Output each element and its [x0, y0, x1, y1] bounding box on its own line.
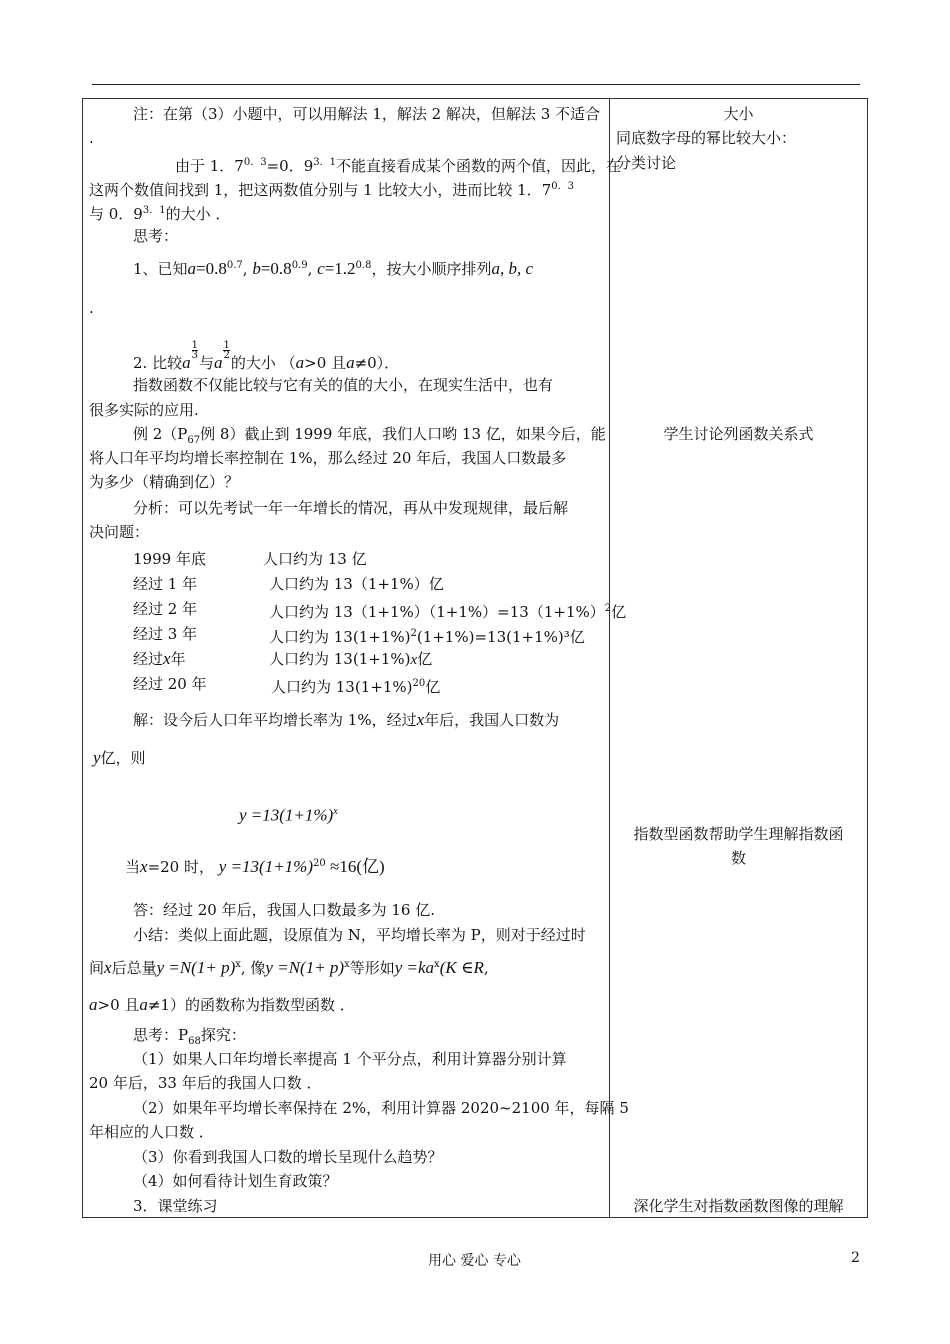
side-note-cases: 分类讨论: [616, 154, 677, 172]
question-1-end: .: [89, 299, 94, 317]
summary-line-1: 小结：类似上面此题，设原值为 N，平均增长率为 P，则对于经过时: [133, 926, 586, 944]
explore-item-2-line-2: 年相应的人口数 ．: [89, 1123, 214, 1141]
row-year: 经过 1 年: [133, 575, 198, 593]
lesson-table: [82, 98, 868, 1218]
application-line-1: 指数函数不仅能比较与它有关的值的大小，在现实生活中，也有: [133, 376, 554, 394]
row-year: 经过 20 年: [133, 675, 207, 693]
row-value: 人口约为 $13(1+1\%)(1+1\%)=13(1+1\%)^2$亿: [269, 603, 627, 621]
page-number: 2: [851, 1250, 860, 1266]
question-1: 1、已知$a=0.8^{0.7}$, $b=0.8^{0.9}$, $c=1.2^{0.8}$，按大小顺序排列a, b, c: [133, 259, 533, 278]
row-value: 人口约为 13 亿: [263, 550, 367, 568]
reason-line-1: 由于 1．$7^{0.3}=0$．$9^{3.1}$不能直接看成某个函数的两个值，因此，在: [175, 157, 621, 175]
application-line-2: 很多实际的应用.: [89, 401, 199, 419]
row-year: 1999 年底: [133, 550, 206, 568]
main-column: [83, 99, 629, 1217]
side-note-compare: 同底数字母的幂比较大小：: [616, 129, 797, 147]
question-2: 2. 比较a $\frac{1}{3}$ 与a $\frac{1}{2}$ 的大小 （a>0 且a≠0）．: [133, 340, 400, 372]
side-note-discuss: 学生讨论列函数关系式: [663, 425, 814, 443]
side-column: [610, 99, 867, 1217]
side-note-graph: 深化学生对指数函数图像的理解: [633, 1197, 844, 1215]
note-line-2: .: [89, 129, 94, 147]
when-line: 当x=20 时， $y =13(1+1\%)^{20} \approx 16$(亿): [125, 857, 385, 876]
explore-label: 思考：$P_{68}$探究：: [133, 1026, 246, 1047]
explore-item-1-line-2: 20 年后，33 年后的我国人口数 ．: [89, 1074, 322, 1092]
header-rule: [92, 84, 860, 85]
example-2-line-3: 为多少（精确到亿）？: [89, 473, 240, 491]
explore-item-4: （4）如何看待计划生育政策？: [133, 1172, 338, 1190]
row-value: 人口约为 13（1+1%）亿: [269, 575, 444, 593]
row-year: 经过x年: [133, 649, 186, 668]
formula-main: $y =13(1+1\%)^x$: [239, 805, 338, 825]
note-line-1: 注：在第（3）小题中，可以用解法 1，解法 2 解决，但解法 3 不适合: [133, 105, 601, 123]
explore-item-2-line-1: （2）如果年平均增长率保持在 2%，利用计算器 2020~2100 年，每隔 5: [133, 1099, 629, 1117]
answer-line: 答：经过 20 年后，我国人口数最多为 16 亿.: [133, 901, 436, 919]
example-2-line-1: 例 $2(P_{67}$例 8）截止到 1999 年底，我们人口哟 13 亿，如果今后，能: [133, 425, 606, 446]
row-value: 人口约为 $13(1+1\%)^2(1+1\%)=13(1+1\%)^3$亿: [269, 628, 585, 646]
row-year: 经过 3 年: [133, 625, 198, 643]
think-label: 思考：: [133, 227, 179, 245]
reason-line-3: 与 0．$9^{3.1}$的大小 ．: [89, 205, 231, 223]
example-2-line-2: 将人口年平均均增长率控制在 1%，那么经过 20 年后，我国人口数最多: [89, 449, 567, 467]
solution-line-1: 解：设今后人口年平均增长率为 1%，经过x年后，我国人口数为: [133, 710, 560, 729]
footer-slogan: 用心 爱心 专心: [428, 1253, 521, 1269]
row-value: 人口约为 13(1+1%)x亿: [269, 650, 433, 668]
solution-line-2: y亿，则: [93, 748, 146, 767]
side-note-exp-type-1: 指数型函数帮助学生理解指数函: [633, 825, 844, 843]
reason-line-2: 这两个数值间找到 1，把这两数值分别与 1 比较大小，进而比较 1．$7^{0.3}$: [89, 181, 574, 199]
summary-line-2: 间x后总量$y =N(1+ p)^x$, 像$y =N(1+ p)^x$等形如$y =ka^x(K$ ∈R,: [89, 958, 489, 977]
analysis-line-1: 分析：可以先考试一年一年增长的情况，再从中发现规律，最后解: [133, 499, 569, 517]
summary-line-3: a>0 且a≠1）的函数称为指数型函数 ．: [89, 995, 355, 1014]
explore-item-1-line-1: （1）如果人口年均增长率提高 1 个平分点，利用计算器分别计算: [133, 1050, 567, 1068]
analysis-line-2: 决问题：: [89, 523, 150, 541]
side-note-exp-type-2: 数: [730, 849, 746, 867]
practice-heading: 3．课堂练习: [133, 1197, 218, 1215]
explore-item-3: （3）你看到我国人口数的增长呈现什么趋势？: [133, 1148, 443, 1166]
row-year: 经过 2 年: [133, 600, 198, 618]
side-note-size: 大小: [723, 105, 754, 123]
row-value: 人口约为 $13(1+1\%)^{20}$亿: [271, 678, 441, 696]
